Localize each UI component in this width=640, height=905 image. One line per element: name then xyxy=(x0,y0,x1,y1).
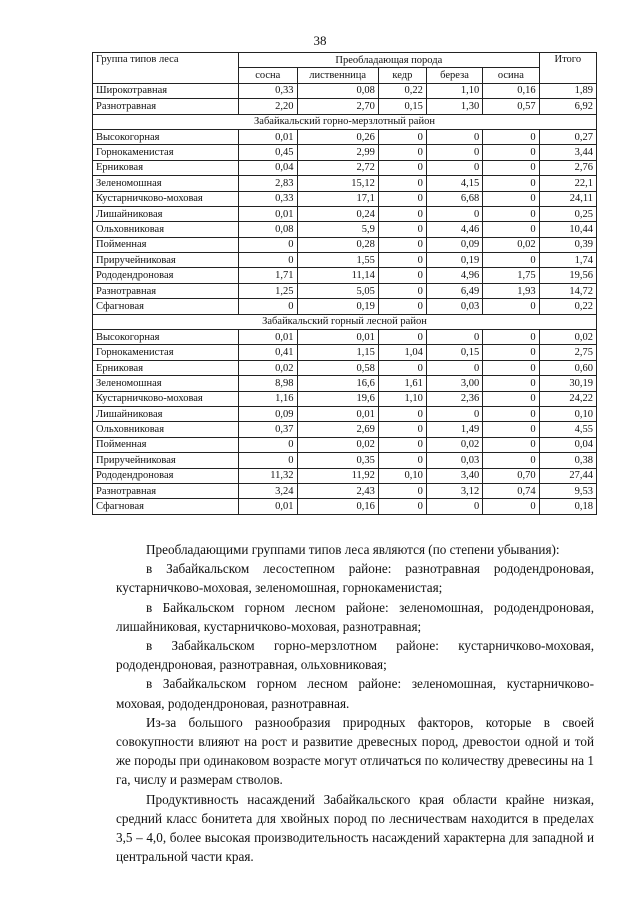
value-cell: 5,05 xyxy=(297,283,378,298)
value-cell: 0,16 xyxy=(483,83,539,98)
forest-type-name: Лишайниковая xyxy=(93,406,239,421)
value-cell: 0,33 xyxy=(239,191,297,206)
paragraph: в Забайкальском горно-мерзлотном районе: кустарничково-моховая, рододендроновая, разнотравная, ольховниковая; xyxy=(116,638,594,673)
forest-type-name: Рододендроновая xyxy=(93,268,239,283)
table-row xyxy=(93,237,597,252)
table-row xyxy=(93,160,597,175)
value-cell: 2,69 xyxy=(297,422,378,437)
region-header-row xyxy=(93,114,597,129)
total-cell: 6,92 xyxy=(539,99,596,114)
body-text xyxy=(116,540,594,866)
value-cell: 0,28 xyxy=(297,237,378,252)
value-cell: 8,98 xyxy=(239,376,297,391)
total-cell: 9,53 xyxy=(539,483,596,498)
value-cell: 0 xyxy=(426,160,482,175)
value-cell: 2,72 xyxy=(297,160,378,175)
value-cell: 5,9 xyxy=(297,222,378,237)
forest-type-name: Лишайниковая xyxy=(93,206,239,221)
value-cell: 0,02 xyxy=(239,360,297,375)
table-row xyxy=(93,453,597,468)
total-cell: 10,44 xyxy=(539,222,596,237)
value-cell: 3,00 xyxy=(426,376,482,391)
total-cell: 0,04 xyxy=(539,437,596,452)
value-cell: 0,02 xyxy=(483,237,539,252)
header-dominant-species: Преобладающая порода xyxy=(239,53,539,68)
value-cell: 0 xyxy=(378,253,426,268)
value-cell: 0,74 xyxy=(483,483,539,498)
value-cell: 3,40 xyxy=(426,468,482,483)
value-cell: 19,6 xyxy=(297,391,378,406)
table-row xyxy=(93,299,597,314)
value-cell: 0,16 xyxy=(297,499,378,514)
forest-type-name: Высокогорная xyxy=(93,129,239,144)
value-cell: 0 xyxy=(483,391,539,406)
value-cell: 0 xyxy=(483,160,539,175)
table-row xyxy=(93,145,597,160)
value-cell: 0 xyxy=(426,145,482,160)
value-cell: 4,96 xyxy=(426,268,482,283)
value-cell: 0,02 xyxy=(426,437,482,452)
value-cell: 1,55 xyxy=(297,253,378,268)
table-row xyxy=(93,468,597,483)
table-row xyxy=(93,283,597,298)
value-cell: 0,24 xyxy=(297,206,378,221)
value-cell: 3,24 xyxy=(239,483,297,498)
value-cell: 1,71 xyxy=(239,268,297,283)
value-cell: 0 xyxy=(378,283,426,298)
table-row xyxy=(93,99,597,114)
table-row xyxy=(93,206,597,221)
value-cell: 0 xyxy=(483,345,539,360)
value-cell: 6,49 xyxy=(426,283,482,298)
value-cell: 0 xyxy=(239,253,297,268)
value-cell: 1,16 xyxy=(239,391,297,406)
value-cell: 0,22 xyxy=(378,83,426,98)
value-cell: 0,15 xyxy=(426,345,482,360)
value-cell: 0,04 xyxy=(239,160,297,175)
region-name: Забайкальский горно-мерзлотный район xyxy=(93,114,597,129)
value-cell: 0,08 xyxy=(297,83,378,98)
paragraph: Из-за большого разнообразия природных факторов, которые в своей совокупности влияют на рост и развитие древесных пород, древостои одной и той же породы при одинаковом возрасте могут отличаться по количеству древесины на 1 га, числу и размерам стволов. xyxy=(116,714,594,788)
forest-type-name: Разнотравная xyxy=(93,283,239,298)
total-cell: 30,19 xyxy=(539,376,596,391)
value-cell: 0,01 xyxy=(239,206,297,221)
value-cell: 0,41 xyxy=(239,345,297,360)
value-cell: 0,01 xyxy=(297,330,378,345)
value-cell: 0 xyxy=(378,360,426,375)
forest-type-name: Приручейниковая xyxy=(93,453,239,468)
value-cell: 2,70 xyxy=(297,99,378,114)
paragraph: Преобладающими группами типов леса являются (по степени убывания): xyxy=(146,542,560,557)
value-cell: 0 xyxy=(483,453,539,468)
value-cell: 0,01 xyxy=(297,406,378,421)
table-row xyxy=(93,483,597,498)
header-species: береза xyxy=(426,68,482,83)
table-row xyxy=(93,422,597,437)
forest-type-name: Разнотравная xyxy=(93,99,239,114)
paragraph: в Забайкальском лесостепном районе: разнотравная рододендроновая, кустарничково-моховая, зеленомошная, горнокаменистая; xyxy=(116,561,594,596)
value-cell: 0,01 xyxy=(239,129,297,144)
value-cell: 0 xyxy=(378,406,426,421)
forest-type-name: Зеленомошная xyxy=(93,176,239,191)
paragraph: в Байкальском горном лесном районе: зеленомошная, рододендроновая, лишайниковая, кустарничково-моховая, разнотравная; xyxy=(116,599,594,634)
value-cell: 1,93 xyxy=(483,283,539,298)
value-cell: 0 xyxy=(378,437,426,452)
value-cell: 0 xyxy=(378,453,426,468)
total-cell: 0,27 xyxy=(539,129,596,144)
value-cell: 0,35 xyxy=(297,453,378,468)
value-cell: 0 xyxy=(239,237,297,252)
table-row xyxy=(93,176,597,191)
forest-type-name: Разнотравная xyxy=(93,483,239,498)
forest-type-name: Пойменная xyxy=(93,237,239,252)
table-row xyxy=(93,391,597,406)
total-cell: 0,39 xyxy=(539,237,596,252)
table-row xyxy=(93,376,597,391)
value-cell: 0 xyxy=(483,376,539,391)
value-cell: 0,09 xyxy=(426,237,482,252)
region-name: Забайкальский горный лесной район xyxy=(93,314,597,329)
value-cell: 0 xyxy=(483,253,539,268)
value-cell: 0,02 xyxy=(297,437,378,452)
table-row xyxy=(93,345,597,360)
header-species: лиственница xyxy=(297,68,378,83)
total-cell: 0,18 xyxy=(539,499,596,514)
page-number: 38 xyxy=(313,33,327,48)
total-cell: 22,1 xyxy=(539,176,596,191)
value-cell: 0 xyxy=(483,299,539,314)
value-cell: 0,33 xyxy=(239,83,297,98)
value-cell: 17,1 xyxy=(297,191,378,206)
value-cell: 0 xyxy=(426,129,482,144)
header-species: осина xyxy=(483,68,539,83)
value-cell: 0 xyxy=(378,299,426,314)
value-cell: 0 xyxy=(239,437,297,452)
value-cell: 0 xyxy=(426,406,482,421)
value-cell: 0,19 xyxy=(297,299,378,314)
value-cell: 16,6 xyxy=(297,376,378,391)
value-cell: 0,01 xyxy=(239,330,297,345)
value-cell: 0,03 xyxy=(426,299,482,314)
table-row xyxy=(93,222,597,237)
value-cell: 0,26 xyxy=(297,129,378,144)
value-cell: 0,10 xyxy=(378,468,426,483)
value-cell: 11,32 xyxy=(239,468,297,483)
value-cell: 1,49 xyxy=(426,422,482,437)
header-species: кедр xyxy=(378,68,426,83)
value-cell: 0 xyxy=(483,222,539,237)
value-cell: 0 xyxy=(378,237,426,252)
value-cell: 0 xyxy=(378,483,426,498)
table-row xyxy=(93,406,597,421)
value-cell: 0 xyxy=(378,499,426,514)
value-cell: 0 xyxy=(483,406,539,421)
value-cell: 3,12 xyxy=(426,483,482,498)
table-row xyxy=(93,437,597,452)
forest-type-name: Зеленомошная xyxy=(93,376,239,391)
table-row xyxy=(93,253,597,268)
header-species: сосна xyxy=(239,68,297,83)
table-row xyxy=(93,83,597,98)
total-cell: 2,75 xyxy=(539,345,596,360)
value-cell: 0 xyxy=(483,176,539,191)
value-cell: 0 xyxy=(483,499,539,514)
value-cell: 0 xyxy=(483,191,539,206)
value-cell: 2,99 xyxy=(297,145,378,160)
forest-type-name: Горнокаменистая xyxy=(93,345,239,360)
value-cell: 1,04 xyxy=(378,345,426,360)
value-cell: 0 xyxy=(483,422,539,437)
value-cell: 0 xyxy=(483,330,539,345)
forest-types-table xyxy=(92,52,597,515)
value-cell: 0,09 xyxy=(239,406,297,421)
total-cell: 0,10 xyxy=(539,406,596,421)
forest-type-name: Приручейниковая xyxy=(93,253,239,268)
total-cell: 0,02 xyxy=(539,330,596,345)
value-cell: 1,10 xyxy=(378,391,426,406)
value-cell: 15,12 xyxy=(297,176,378,191)
value-cell: 1,30 xyxy=(426,99,482,114)
value-cell: 0 xyxy=(378,268,426,283)
total-cell: 24,22 xyxy=(539,391,596,406)
value-cell: 11,92 xyxy=(297,468,378,483)
value-cell: 0,57 xyxy=(483,99,539,114)
table-row xyxy=(93,191,597,206)
total-cell: 3,44 xyxy=(539,145,596,160)
value-cell: 0,08 xyxy=(239,222,297,237)
value-cell: 0 xyxy=(378,176,426,191)
forest-type-name: Сфагновая xyxy=(93,299,239,314)
forest-type-name: Ерниковая xyxy=(93,160,239,175)
total-cell: 14,72 xyxy=(539,283,596,298)
value-cell: 1,15 xyxy=(297,345,378,360)
value-cell: 4,46 xyxy=(426,222,482,237)
value-cell: 0,15 xyxy=(378,99,426,114)
value-cell: 1,61 xyxy=(378,376,426,391)
forest-type-name: Кустарничково-моховая xyxy=(93,191,239,206)
table-body xyxy=(93,83,597,514)
value-cell: 4,15 xyxy=(426,176,482,191)
table-row xyxy=(93,360,597,375)
value-cell: 0 xyxy=(378,145,426,160)
value-cell: 0,19 xyxy=(426,253,482,268)
forest-type-name: Ольховниковая xyxy=(93,222,239,237)
value-cell: 0 xyxy=(378,191,426,206)
total-cell: 1,89 xyxy=(539,83,596,98)
total-cell: 27,44 xyxy=(539,468,596,483)
paragraph: в Забайкальском горном лесном районе: зеленомошная, кустарничково-моховая, рододендроновая, разнотравная. xyxy=(116,676,594,711)
forest-type-name: Ерниковая xyxy=(93,360,239,375)
total-cell: 1,74 xyxy=(539,253,596,268)
forest-type-name: Горнокаменистая xyxy=(93,145,239,160)
value-cell: 1,75 xyxy=(483,268,539,283)
total-cell: 0,60 xyxy=(539,360,596,375)
forest-type-name: Рододендроновая xyxy=(93,468,239,483)
total-cell: 0,25 xyxy=(539,206,596,221)
value-cell: 0 xyxy=(426,206,482,221)
total-cell: 4,55 xyxy=(539,422,596,437)
value-cell: 2,36 xyxy=(426,391,482,406)
total-cell: 0,22 xyxy=(539,299,596,314)
value-cell: 2,20 xyxy=(239,99,297,114)
table-row xyxy=(93,129,597,144)
value-cell: 0,70 xyxy=(483,468,539,483)
value-cell: 0 xyxy=(239,453,297,468)
value-cell: 0 xyxy=(426,499,482,514)
value-cell: 0 xyxy=(426,360,482,375)
value-cell: 0 xyxy=(378,222,426,237)
paragraph: Продуктивность насаждений Забайкальского края области крайне низкая, средний класс бонитета для хвойных пород по лесничествам находится в пределах 3,5 – 4,0, более высокая производительность насаждений характерна для западной и центральной части края. xyxy=(116,791,594,865)
header-group: Группа типов леса xyxy=(93,53,239,84)
forest-type-name: Высокогорная xyxy=(93,330,239,345)
value-cell: 0 xyxy=(378,129,426,144)
value-cell: 0 xyxy=(483,129,539,144)
value-cell: 1,25 xyxy=(239,283,297,298)
value-cell: 0 xyxy=(239,299,297,314)
table-row xyxy=(93,268,597,283)
value-cell: 0,45 xyxy=(239,145,297,160)
total-cell: 2,76 xyxy=(539,160,596,175)
forest-type-name: Ольховниковая xyxy=(93,422,239,437)
forest-type-name: Пойменная xyxy=(93,437,239,452)
total-cell: 19,56 xyxy=(539,268,596,283)
value-cell: 11,14 xyxy=(297,268,378,283)
value-cell: 0,58 xyxy=(297,360,378,375)
value-cell: 1,10 xyxy=(426,83,482,98)
value-cell: 0,03 xyxy=(426,453,482,468)
value-cell: 0 xyxy=(483,145,539,160)
total-cell: 0,38 xyxy=(539,453,596,468)
value-cell: 0 xyxy=(378,160,426,175)
value-cell: 0 xyxy=(483,360,539,375)
value-cell: 0,37 xyxy=(239,422,297,437)
table-header-row xyxy=(93,53,597,68)
value-cell: 0 xyxy=(426,330,482,345)
value-cell: 2,43 xyxy=(297,483,378,498)
forest-type-name: Кустарничково-моховая xyxy=(93,391,239,406)
value-cell: 0 xyxy=(378,206,426,221)
total-cell: 24,11 xyxy=(539,191,596,206)
value-cell: 0 xyxy=(483,437,539,452)
value-cell: 0 xyxy=(483,206,539,221)
value-cell: 2,83 xyxy=(239,176,297,191)
table-row xyxy=(93,499,597,514)
value-cell: 6,68 xyxy=(426,191,482,206)
value-cell: 0,01 xyxy=(239,499,297,514)
value-cell: 0 xyxy=(378,422,426,437)
region-header-row xyxy=(93,314,597,329)
value-cell: 0 xyxy=(378,330,426,345)
forest-type-name: Широкотравная xyxy=(93,83,239,98)
table-row xyxy=(93,330,597,345)
header-total: Итого xyxy=(539,53,596,84)
forest-type-name: Сфагновая xyxy=(93,499,239,514)
